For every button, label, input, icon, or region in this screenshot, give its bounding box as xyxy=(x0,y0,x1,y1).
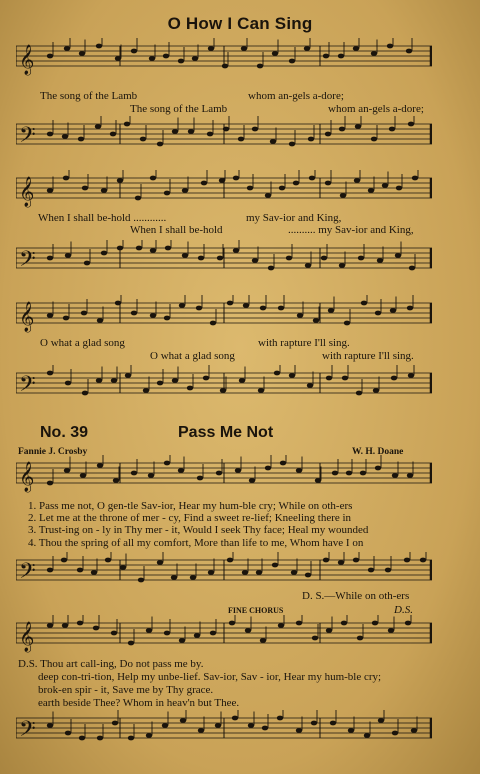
note-head xyxy=(368,188,374,193)
refrain-line: D.S. Thou art call-ing, Do not pass me by. xyxy=(18,658,204,670)
note-head xyxy=(192,56,198,61)
note-head xyxy=(97,463,103,468)
note-head xyxy=(117,246,123,251)
note-head xyxy=(97,318,103,323)
note-head xyxy=(309,176,315,181)
clef-icon: 𝄞 xyxy=(19,622,35,652)
note-head xyxy=(164,191,170,196)
note-head xyxy=(391,376,397,381)
note-head xyxy=(260,638,266,643)
note-head xyxy=(150,313,156,318)
note-head xyxy=(47,256,53,261)
note-head xyxy=(238,137,244,142)
lyric-line: .......... my Sav-ior and King, xyxy=(288,224,414,236)
hymn-title: Pass Me Not xyxy=(178,424,274,441)
note-head xyxy=(304,46,310,51)
note-head xyxy=(239,378,245,383)
note-head xyxy=(79,736,85,741)
note-head xyxy=(65,731,71,736)
note-head xyxy=(179,303,185,308)
note-head xyxy=(279,186,285,191)
note-head xyxy=(63,176,69,181)
lyric-line: whom an-gels a-dore; xyxy=(328,103,424,115)
note-head xyxy=(387,44,393,49)
note-head xyxy=(371,137,377,142)
note-head xyxy=(93,626,99,631)
clef-icon: 𝄢 xyxy=(19,717,36,747)
note-head xyxy=(332,471,338,476)
ds-direction: D. S.—While on oth-ers xyxy=(302,590,410,602)
note-head xyxy=(96,378,102,383)
note-head xyxy=(65,381,71,386)
note-head xyxy=(222,64,228,69)
treble-staff xyxy=(16,295,432,340)
note-head xyxy=(64,468,70,473)
bass-staff xyxy=(16,710,432,760)
note-head xyxy=(305,263,311,268)
lyric-line: O what a glad song xyxy=(40,337,125,349)
refrain-line: brok-en spir - it, Save me by Thy grace. xyxy=(38,684,214,696)
note-head xyxy=(215,723,221,728)
note-head xyxy=(124,122,130,127)
note-head xyxy=(150,248,156,253)
note-head xyxy=(220,388,226,393)
note-head xyxy=(111,378,117,383)
note-head xyxy=(242,570,248,575)
note-head xyxy=(112,721,118,726)
note-head xyxy=(227,301,233,306)
note-head xyxy=(82,186,88,191)
note-head xyxy=(149,56,155,61)
note-head xyxy=(321,256,327,261)
note-head xyxy=(91,570,97,575)
clef-icon: 𝄢 xyxy=(19,123,36,153)
note-head xyxy=(115,301,121,306)
treble-staff xyxy=(16,170,432,215)
clef-icon: 𝄞 xyxy=(19,462,35,492)
note-head xyxy=(198,728,204,733)
clef-icon: 𝄢 xyxy=(19,559,36,589)
note-head xyxy=(291,570,297,575)
note-head xyxy=(203,376,209,381)
note-head xyxy=(84,261,90,266)
note-head xyxy=(289,59,295,64)
note-head xyxy=(163,54,169,59)
note-head xyxy=(278,306,284,311)
note-head xyxy=(364,733,370,738)
ds-mark: D.S. xyxy=(394,604,413,616)
note-head xyxy=(62,623,68,628)
treble-staff xyxy=(16,455,432,500)
note-head xyxy=(405,621,411,626)
note-head xyxy=(270,139,276,144)
note-head xyxy=(289,373,295,378)
note-head xyxy=(78,137,84,142)
note-head xyxy=(47,623,53,628)
note-head xyxy=(375,466,381,471)
note-head xyxy=(375,311,381,316)
note-head xyxy=(361,301,367,306)
note-head xyxy=(353,558,359,563)
note-head xyxy=(64,46,70,51)
note-head xyxy=(328,308,334,313)
note-head xyxy=(208,46,214,51)
note-head xyxy=(157,142,163,147)
note-head xyxy=(312,636,318,641)
note-head xyxy=(47,132,53,137)
note-head xyxy=(260,306,266,311)
lyric-line: O what a glad song xyxy=(150,350,235,362)
note-head xyxy=(182,253,188,258)
note-head xyxy=(164,631,170,636)
note-head xyxy=(326,376,332,381)
note-head xyxy=(323,54,329,59)
note-head xyxy=(128,641,134,646)
note-head xyxy=(47,54,53,59)
note-head xyxy=(392,473,398,478)
note-head xyxy=(338,54,344,59)
note-head xyxy=(339,127,345,132)
note-head xyxy=(232,716,238,721)
author-credit: Fannie J. Crosby xyxy=(18,447,88,457)
note-head xyxy=(65,253,71,258)
note-head xyxy=(407,473,413,478)
note-head xyxy=(178,468,184,473)
note-head xyxy=(207,132,213,137)
note-head xyxy=(346,471,352,476)
note-head xyxy=(252,258,258,263)
music-staff xyxy=(16,295,432,340)
note-head xyxy=(125,373,131,378)
note-head xyxy=(182,188,188,193)
note-head xyxy=(296,468,302,473)
note-head xyxy=(357,636,363,641)
note-head xyxy=(315,478,321,483)
note-head xyxy=(47,723,53,728)
note-head xyxy=(389,127,395,132)
note-head xyxy=(101,251,107,256)
lyric-line: with rapture I'll sing. xyxy=(258,337,350,349)
note-head xyxy=(373,388,379,393)
note-head xyxy=(385,568,391,573)
note-head xyxy=(342,376,348,381)
note-head xyxy=(408,373,414,378)
note-head xyxy=(277,716,283,721)
note-head xyxy=(348,728,354,733)
verse-line: 1. Pass me not, O gen-tle Sav-ior, Hear my hum-ble cry; While on oth-ers xyxy=(28,500,353,512)
note-head xyxy=(216,471,222,476)
note-head xyxy=(353,46,359,51)
note-head xyxy=(63,316,69,321)
note-head xyxy=(117,178,123,183)
verse-line: 3. Trust-ing on - ly in Thy mer - it, Would I seek Thy face; Heal my wounded xyxy=(28,524,369,536)
note-head xyxy=(338,560,344,565)
note-head xyxy=(233,176,239,181)
note-head xyxy=(325,181,331,186)
note-head xyxy=(356,391,362,396)
note-head xyxy=(148,473,154,478)
note-head xyxy=(62,134,68,139)
clef-icon: 𝄞 xyxy=(19,302,35,332)
note-head xyxy=(293,181,299,186)
note-head xyxy=(128,736,134,741)
note-head xyxy=(81,311,87,316)
note-head xyxy=(241,46,247,51)
note-head xyxy=(297,313,303,318)
note-head xyxy=(136,246,142,251)
bass-staff xyxy=(16,365,432,415)
note-head xyxy=(140,137,146,142)
note-head xyxy=(382,183,388,188)
note-head xyxy=(113,478,119,483)
lyric-line: The song of the Lamb xyxy=(40,90,138,102)
note-head xyxy=(408,122,414,127)
note-head xyxy=(378,718,384,723)
note-head xyxy=(296,621,302,626)
refrain-line: deep con-tri-tion, Help my unbe-lief. Sav-ior, Sav - ior, Hear my hum-ble cry; xyxy=(38,671,382,683)
lyric-line: When I shall be-hold xyxy=(130,224,223,236)
note-head xyxy=(360,471,366,476)
note-head xyxy=(210,321,216,326)
treble-staff xyxy=(16,615,432,660)
note-head xyxy=(217,256,223,261)
music-staff xyxy=(16,455,432,500)
note-head xyxy=(407,306,413,311)
note-head xyxy=(272,51,278,56)
note-head xyxy=(229,621,235,626)
note-head xyxy=(278,623,284,628)
note-head xyxy=(135,196,141,201)
note-head xyxy=(172,378,178,383)
note-head xyxy=(179,638,185,643)
verse-line: 2. Let me at the throne of mer - cy, Find a sweet re-lief; Kneeling there in xyxy=(28,512,352,524)
note-head xyxy=(131,471,137,476)
note-head xyxy=(330,721,336,726)
note-head xyxy=(325,132,331,137)
composer-credit: W. H. Doane xyxy=(352,447,404,457)
note-head xyxy=(150,176,156,181)
note-head xyxy=(280,461,286,466)
clef-icon: 𝄞 xyxy=(19,45,35,75)
note-head xyxy=(131,311,137,316)
note-head xyxy=(97,736,103,741)
note-head xyxy=(245,628,251,633)
note-head xyxy=(243,303,249,308)
note-head xyxy=(252,127,258,132)
note-head xyxy=(235,468,241,473)
note-head xyxy=(164,461,170,466)
note-head xyxy=(111,631,117,636)
note-head xyxy=(47,481,53,486)
note-head xyxy=(208,570,214,575)
lyric-line: The song of the Lamb xyxy=(130,103,228,115)
note-head xyxy=(268,266,274,271)
note-head xyxy=(233,248,239,253)
note-head xyxy=(377,258,383,263)
note-head xyxy=(247,186,253,191)
clef-icon: 𝄞 xyxy=(19,177,35,207)
note-head xyxy=(371,51,377,56)
note-head xyxy=(272,563,278,568)
note-head xyxy=(227,558,233,563)
note-head xyxy=(262,726,268,731)
note-head xyxy=(404,558,410,563)
note-head xyxy=(146,628,152,633)
note-head xyxy=(340,193,346,198)
note-head xyxy=(82,391,88,396)
note-head xyxy=(47,188,53,193)
note-head xyxy=(187,386,193,391)
note-head xyxy=(358,256,364,261)
note-head xyxy=(110,132,116,137)
note-head xyxy=(180,718,186,723)
note-head xyxy=(105,558,111,563)
clef-icon: 𝄢 xyxy=(19,247,36,277)
note-head xyxy=(341,621,347,626)
note-head xyxy=(146,733,152,738)
music-staff xyxy=(16,240,432,285)
note-head xyxy=(80,473,86,478)
music-staff xyxy=(16,710,432,760)
verse-line: 4. Thou the spring of all my comfort, More than life to me, Whom have I on xyxy=(28,537,364,549)
note-head xyxy=(412,176,418,181)
note-head xyxy=(77,568,83,573)
hymn-number: No. 39 xyxy=(40,424,89,441)
fine-chorus-label: FINE CHORUS xyxy=(228,606,284,615)
note-head xyxy=(196,306,202,311)
note-head xyxy=(258,388,264,393)
note-head xyxy=(344,321,350,326)
note-head xyxy=(201,181,207,186)
note-head xyxy=(305,573,311,578)
bass-staff xyxy=(16,116,432,166)
note-head xyxy=(115,56,121,61)
note-head xyxy=(420,558,426,563)
music-staff xyxy=(16,170,432,215)
note-head xyxy=(392,731,398,736)
note-head xyxy=(47,568,53,573)
note-head xyxy=(198,256,204,261)
note-head xyxy=(396,186,402,191)
note-head xyxy=(406,49,412,54)
note-head xyxy=(120,565,126,570)
lyric-line: my Sav-ior and King, xyxy=(246,212,342,224)
lyric-line: whom an-gels a-dore; xyxy=(248,90,344,102)
note-head xyxy=(313,318,319,323)
note-head xyxy=(274,371,280,376)
note-head xyxy=(164,316,170,321)
music-staff xyxy=(16,116,432,166)
note-head xyxy=(323,558,329,563)
note-head xyxy=(157,381,163,386)
note-head xyxy=(411,728,417,733)
note-head xyxy=(289,142,295,147)
note-head xyxy=(210,631,216,636)
note-head xyxy=(249,478,255,483)
note-head xyxy=(47,371,53,376)
note-head xyxy=(165,246,171,251)
note-head xyxy=(96,44,102,49)
note-head xyxy=(162,723,168,728)
note-head xyxy=(311,721,317,726)
note-head xyxy=(257,64,263,69)
note-head xyxy=(157,560,163,565)
note-head xyxy=(368,568,374,573)
music-staff xyxy=(16,615,432,660)
note-head xyxy=(101,188,107,193)
note-head xyxy=(265,193,271,198)
note-head xyxy=(296,728,302,733)
note-head xyxy=(388,628,394,633)
note-head xyxy=(286,256,292,261)
note-head xyxy=(354,178,360,183)
note-head xyxy=(223,127,229,132)
note-head xyxy=(248,723,254,728)
note-head xyxy=(256,570,262,575)
note-head xyxy=(326,628,332,633)
note-head xyxy=(355,124,361,129)
note-head xyxy=(95,124,101,129)
note-head xyxy=(47,313,53,318)
lyric-line: with rapture I'll sing. xyxy=(322,350,414,362)
note-head xyxy=(390,308,396,313)
note-head xyxy=(131,49,137,54)
note-head xyxy=(138,578,144,583)
lyric-line: When I shall be-hold ............ xyxy=(38,212,167,224)
refrain-line: earth beside Thee? Whom in heav'n but Thee. xyxy=(38,697,240,709)
note-head xyxy=(265,466,271,471)
treble-staff xyxy=(16,38,432,86)
note-head xyxy=(188,129,194,134)
hymn-title: O How I Can Sing xyxy=(167,14,313,33)
note-head xyxy=(308,137,314,142)
bass-staff xyxy=(16,240,432,285)
note-head xyxy=(197,476,203,481)
note-head xyxy=(77,621,83,626)
music-staff xyxy=(16,365,432,415)
note-head xyxy=(190,575,196,580)
note-head xyxy=(171,575,177,580)
note-head xyxy=(61,558,67,563)
note-head xyxy=(178,59,184,64)
note-head xyxy=(409,266,415,271)
note-head xyxy=(307,383,313,388)
note-head xyxy=(172,129,178,134)
note-head xyxy=(395,253,401,258)
note-head xyxy=(219,178,225,183)
note-head xyxy=(372,621,378,626)
note-head xyxy=(339,263,345,268)
note-head xyxy=(143,388,149,393)
note-head xyxy=(79,51,85,56)
note-head xyxy=(194,633,200,638)
clef-icon: 𝄢 xyxy=(19,372,36,402)
